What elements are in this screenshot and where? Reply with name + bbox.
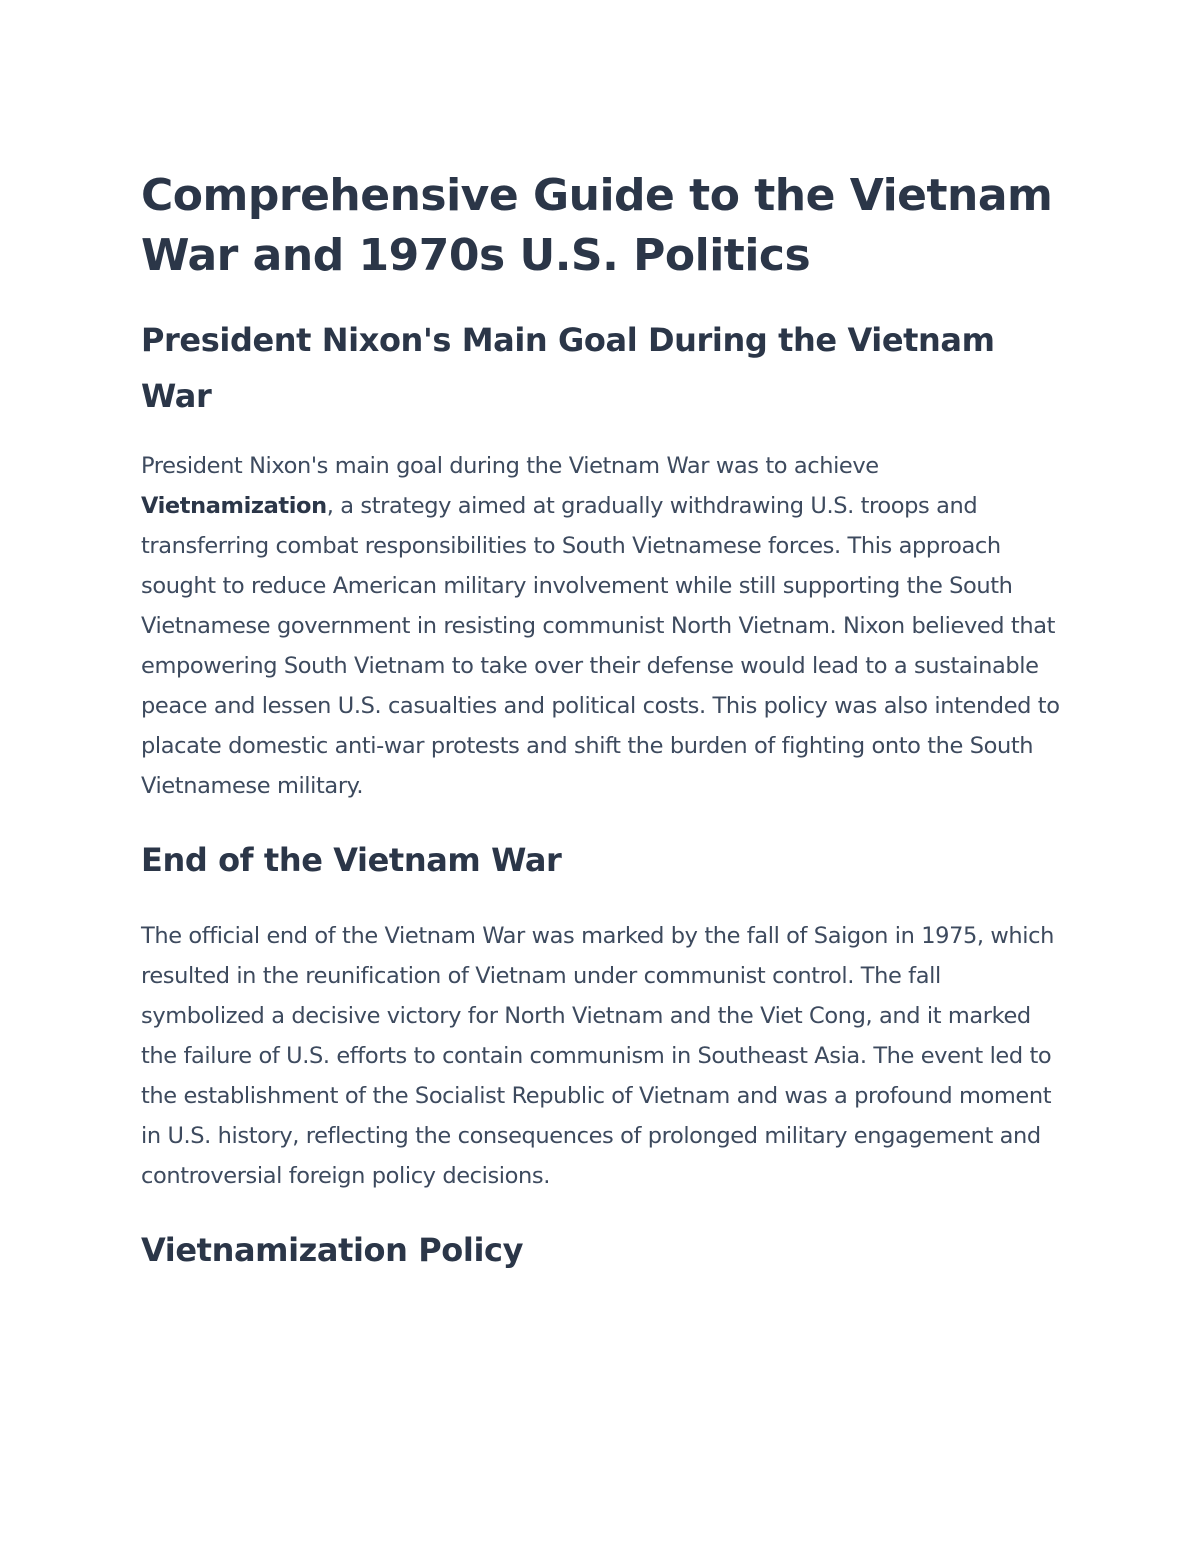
- section-paragraph-nixon-goal: [141, 446, 1066, 806]
- document-page: [141, 166, 1066, 1278]
- section-heading-vietnamization-policy: Vietnamization Policy: [141, 1231, 524, 1269]
- section-heading-nixon-goal: President Nixon's Main Goal During the Vietnam War: [141, 321, 995, 415]
- section-paragraph-end-of-war: The official end of the Vietnam War was marked by the fall of Saigon in 1975, which resulted in the reunification of Vietnam under communist control. The fall symbolized a decisive victory for North Vietnam and the Viet Cong, and it marked the failure of U.S. efforts to contain communism in Southeast Asia. The event led to the establishment of the Socialist Republic of Vietnam and was a profound moment in U.S. history, reflecting the consequences of prolonged military engagement and controversial foreign policy decisions.: [141, 923, 1054, 1189]
- paragraph-text: President Nixon's main goal during the Vietnam War was to achieve: [141, 453, 879, 479]
- paragraph-text: , a strategy aimed at gradually withdrawing U.S. troops and transferring combat responsibilities to South Vietnamese forces. This approach sought to reduce American military involvement while still supporting the South Vietnamese government in resisting communist North Vietnam. Nixon believed that empowering South Vietnam to take over their defense would lead to a sustainable peace and lessen U.S. casualties and political costs. This policy was also intended to placate domestic anti-war protests and shift the burden of fighting onto the South Vietnamese military.: [141, 493, 1060, 799]
- bold-term-vietnamization: Vietnamization: [141, 493, 327, 519]
- page-title: Comprehensive Guide to the Vietnam War and 1970s U.S. Politics: [141, 170, 1053, 281]
- section-heading-end-of-war: End of the Vietnam War: [141, 841, 562, 879]
